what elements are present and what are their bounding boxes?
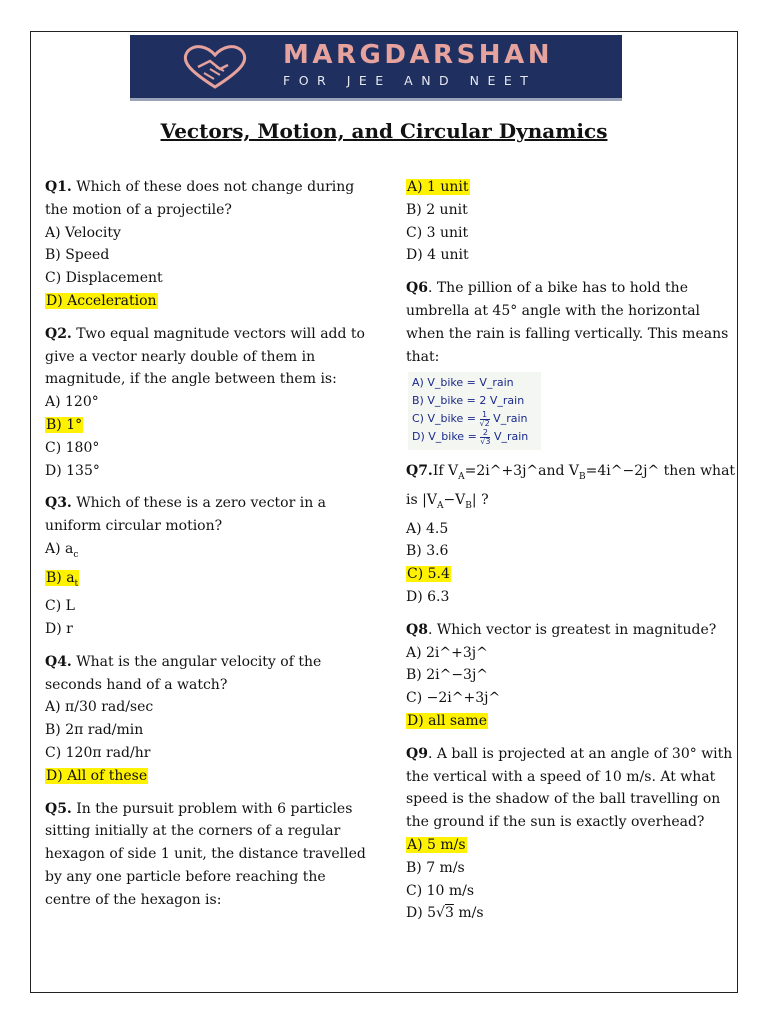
question-5 (45, 798, 365, 912)
question-text: the motion of a projectile? (45, 201, 232, 218)
header-banner (130, 35, 622, 98)
question-5-options (406, 176, 726, 267)
question-number: Q3. (45, 495, 72, 512)
question-3 (45, 492, 365, 640)
question-6 (406, 277, 729, 368)
option-d-answer: D) All of these (46, 767, 148, 784)
question-text: In the pursuit problem with 6 particles (71, 800, 353, 817)
option-a-answer: A) 5 m/s (407, 836, 466, 853)
question-text: give a vector nearly double of them in (45, 348, 316, 365)
option-b: B) V_bike = 2 V_rain (412, 394, 525, 408)
question-text: centre of the hexagon is: (45, 891, 222, 908)
question-text: Two equal magnitude vectors will add to (71, 325, 365, 342)
option-a: A) 2i^+3j^ (406, 644, 488, 661)
option-d: D) 135° (45, 462, 100, 479)
option-b: B) 3.6 (406, 543, 449, 560)
brand-tagline: FOR JEE AND NEET (283, 73, 537, 88)
option-d: D) 5√3 m/s (406, 905, 484, 922)
question-text: uniform circular motion? (45, 518, 223, 535)
option-d: D) 6.3 (406, 588, 450, 605)
option-b: B) 7 m/s (406, 859, 465, 876)
option-a-answer: A) 1 unit (407, 179, 469, 195)
question-text: . A ball is projected at an angle of 30° with (427, 745, 733, 762)
option-c: C) 180° (45, 439, 100, 456)
option-c: C) −2i^+3j^ (406, 690, 501, 707)
option-c: C) L (45, 598, 75, 615)
question-text: the ground if the sun is exactly overhead? (406, 814, 705, 831)
question-9 (406, 743, 733, 925)
question-text: speed is the shadow of the ball travelling on (406, 791, 721, 808)
option-c-answer: C) 5.4 (407, 566, 450, 583)
question-7 (406, 460, 736, 608)
question-number: Q9 (406, 745, 428, 762)
banner-underline (130, 98, 622, 101)
left-column (45, 176, 365, 922)
option-c: C) 120π rad/hr (45, 744, 151, 761)
question-text: . Which vector is greatest in magnitude? (427, 621, 717, 638)
option-a: A) V_bike = V_rain (412, 376, 514, 390)
option-b-answer: B) 1° (46, 416, 83, 433)
question-number: Q7. (406, 463, 433, 480)
question-number: Q4. (45, 653, 72, 670)
question-text: What is the angular velocity of the (71, 653, 322, 670)
option-d: D) r (45, 620, 73, 637)
page-title: Vectors, Motion, and Circular Dynamics (160, 119, 608, 143)
option-a: A) 120° (45, 394, 99, 411)
brand-name: MARGDARSHAN (283, 40, 553, 70)
option-d: D) 4 unit (406, 247, 469, 264)
option-c: C) 3 unit (406, 224, 469, 241)
question-2 (45, 323, 365, 483)
question-text: sitting initially at the corners of a regular (45, 823, 341, 840)
option-b: B) Speed (45, 247, 110, 264)
question-text: hexagon of side 1 unit, the distance travelled (45, 846, 366, 863)
question-text: is $|V_A-V_B|$ ? (406, 491, 489, 511)
option-b: B) 2π rad/min (45, 722, 144, 739)
handshake-heart-logo-icon (170, 41, 260, 93)
question-text: . The pillion of a bike has to hold the (427, 280, 688, 297)
question-text: magnitude, if the angle between them is: (45, 371, 337, 388)
q6-options-image (408, 372, 541, 450)
question-text: that: (406, 348, 440, 365)
question-number: Q6 (406, 280, 428, 297)
question-text: If $V_A=2i\^{}+3j\^{}and$ $V_B=4i\^{}-2j\^{}$ then what (432, 463, 736, 483)
question-1 (45, 176, 365, 313)
question-number: Q2. (45, 325, 72, 342)
question-number: Q5. (45, 800, 72, 817)
question-text: umbrella at 45° angle with the horizontal (406, 302, 701, 319)
question-text: seconds hand of a watch? (45, 676, 228, 693)
question-text: when the rain is falling vertically. This means (406, 325, 729, 342)
option-c: C) Displacement (45, 270, 163, 287)
question-text: Which of these does not change during (71, 179, 355, 195)
option-d: D) V_bike = $\frac{2}{√3}$ V_rain (412, 427, 529, 446)
option-d-answer: D) Acceleration (46, 292, 157, 309)
question-text: the vertical with a speed of 10 m/s. At what (406, 768, 716, 785)
question-number: Q1. (45, 179, 72, 195)
option-a: A) π/30 rad/sec (45, 699, 154, 716)
question-text: by any one particle before reaching the (45, 868, 326, 885)
option-a: A) Velocity (45, 224, 121, 241)
question-text: Which of these is a zero vector in a (71, 495, 327, 512)
question-4 (45, 651, 365, 788)
question-number: Q8 (406, 621, 428, 638)
option-b-answer: B) $a_t$ (46, 569, 79, 589)
option-b: B) 2i^−3j^ (406, 667, 489, 684)
option-a: A) 4.5 (406, 520, 449, 537)
option-d-answer: D) all same (407, 712, 487, 729)
option-c: C) 10 m/s (406, 882, 475, 899)
question-8 (406, 619, 726, 733)
option-c: C) V_bike = $\frac{1}{√2}$ V_rain (412, 409, 528, 428)
option-b: B) 2 unit (406, 201, 468, 218)
right-column (406, 176, 736, 935)
option-a: A) $a_c$ (45, 540, 79, 560)
